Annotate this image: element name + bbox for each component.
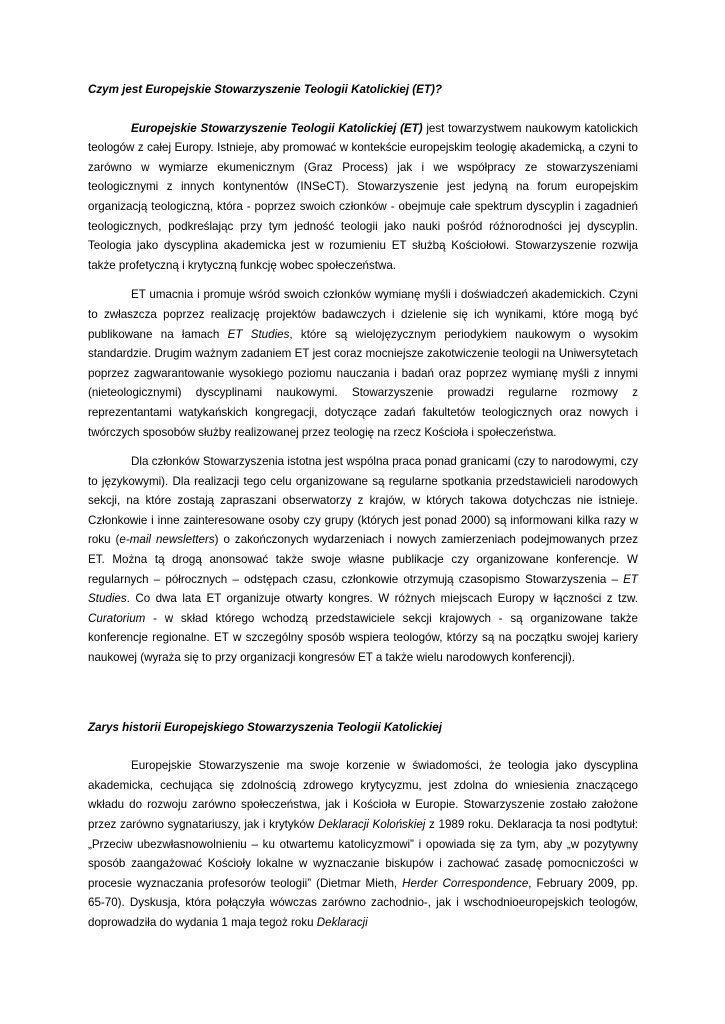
paragraph-intro: Europejskie Stowarzyszenie Teologii Katolickiej (ET) jest towarzystwem naukowym katolickich teologów z całej Europy. Istnieje, aby promować w kontekście europejskim teologię akademicką, a czyni to zarówno w wymiarze ekumenicznym (Graz Process) jak i we współpracy ze stowarzyszeniami teologicznymi z innych kontynentów (INSeCT). Stowarzyszenie jest jedyną na forum europejskim organizacją teologiczną, która - poprzez swoich członków - obejmuje całe spektrum dyscyplin i zagadnień teologicznych, podkreślając przy tym jedność teologii jako nauki pośród różnorodności jej dyscyplin. Teologia jako dyscyplina akademicka jest w rozumieniu ET służbą Kościołowi. Stowarzyszenie rozwija także profetyczną i krytyczną funkcję wobec społeczeństwa. bbox=[88, 121, 638, 272]
organization-name: Europejskie Stowarzyszenie Teologii Katolickiej (ET) bbox=[131, 121, 423, 135]
section-heading-about-et: Czym jest Europejskie Stowarzyszenie Teologii Katolickiej (ET)? bbox=[88, 83, 442, 96]
paragraph-mission: ET umacnia i promuje wśród swoich członków wymianę myśli i doświadczeń akademickich. Czyni to zwłaszcza poprzez realizację projektów badawczych i dzielenie się ich wynikami, które mogą być publikowane na łamach ET Studies, które są wielojęzycznym periodykiem naukowym o wysokim standardzie. Drugim ważnym zadaniem ET jest coraz mocniejsze zakotwiczenie teologii na Uniwersytetach poprzez zagwarantowanie wysokiego poziomu nauczania i badań oraz poprzez wymianę myśli z innymi (nieteologicznymi) dyscyplinami naukowymi. Stowarzyszenie prowadzi regularne rozmowy z reprezentantami watykańskich kongregacji, dotyczące zadań fakultetów teologicznych oraz nowych i twórczych sposobów służby realizowanej przez teologię na rzecz Kościoła i społeczeństwa. bbox=[88, 288, 639, 439]
paragraph-members: Dla członków Stowarzyszenia istotna jest wspólna praca ponad granicami (czy to narodowymi, czy to językowymi). Dla realizacji tego celu organizowane są regularne spotkania przedstawicieli narodowych sekcji, na które zostają zapraszani obserwatorzy z krajów, w których takowa dotychczas nie istnieje. Członkowie i inne zainteresowane osoby czy grupy (których jest ponad 2000) są informowani kilka razy w roku (e-mail newsletters) o zakończonych wydarzeniach i nowych zamierzeniach podejmowanych przez ET. Można tą drogą anonsować także swoje własne publikacje czy organizowane konferencje. W regularnych – półrocznych – odstępach czasu, członkowie otrzymują czasopismo Stowarzyszenia – ET Studies. Co dwa lata ET organizuje otwarty kongres. W różnych miejscach Europy w łączności z tzw. Curatorium - w skład którego wchodzą przedstawiciele sekcji krajowych - są organizowane także konferencje regionalne. ET w szczególny sposób wspiera teologów, którzy są na początku swojej kariery naukowej (wyraża się to przy organizacji kongresów ET a także wielu narodowych konferencji). bbox=[88, 455, 639, 665]
document-body bbox=[88, 80, 638, 943]
section-spacer bbox=[88, 678, 638, 718]
paragraph-history: Europejskie Stowarzyszenie ma swoje korzenie w świadomości, że teologia jako dyscyplina akademicka, cechująca się zdolnością zdrowego krytycyzmu, jest zdolna do wniesienia znaczącego wkładu do rozwoju zarówno społeczeństwa, jak i Kościoła w Europie. Stowarzyszenie zostało założone przez zarówno sygnatariuszy, jak i krytyków Deklaracji Kolońskiej z 1989 roku. Deklaracja ta nosi podtytuł: „Przeciw ubezwłasnowolnieniu – ku otwartemu katolicyzmowi” i opowiada się za tym, aby „w pozytywny sposób zaangażować Kościoły lokalne w wyznaczanie biskupów i zachować zasadę pomocniczości w procesie wyznaczania profesorów teologii” (Dietmar Mieth, Herder Correspondence, February 2009, pp. 65-70). Dyskusja, która połączyła wówczas zarówno zachodnio-, jak i wschodnioeuropejskich teologów, doprowadziła do wydania 1 maja tegoż roku Deklaracji bbox=[88, 759, 638, 929]
section-heading-history: Zarys historii Europejskiego Stowarzyszenia Teologii Katolickiej bbox=[88, 720, 442, 734]
